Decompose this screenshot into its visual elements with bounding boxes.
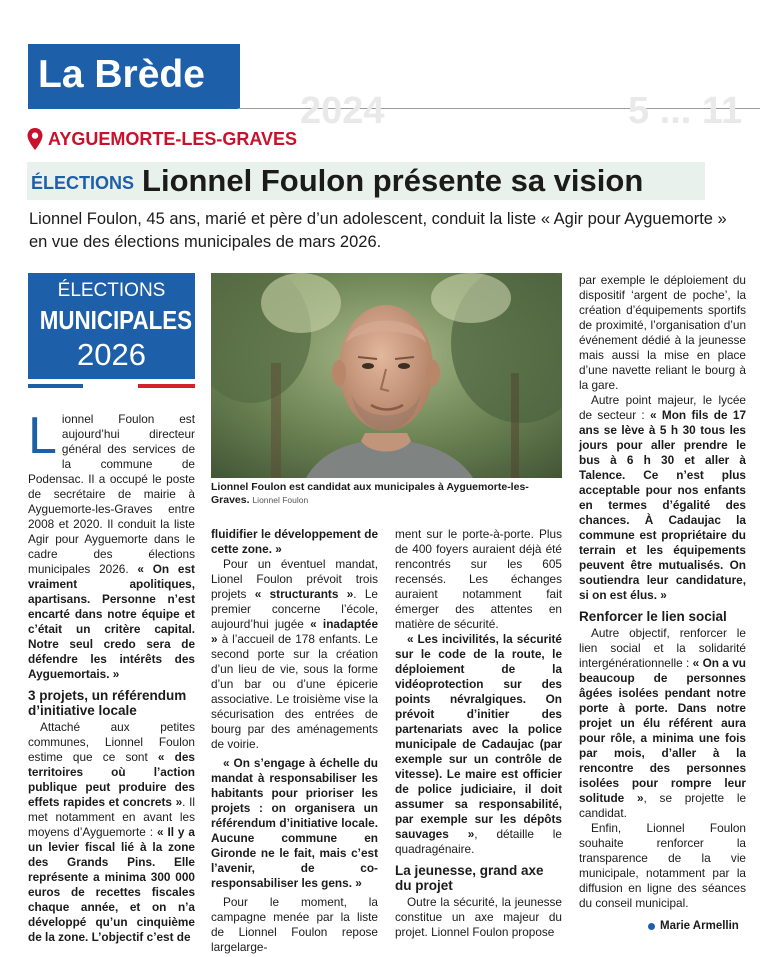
background-ghost-text: 2024 bbox=[300, 90, 385, 132]
author-signature bbox=[648, 920, 739, 932]
article-paragraph: Outre la sécurité, la jeunesse constitue un axe majeur du projet. Lionnel Foulon propose bbox=[395, 895, 562, 939]
quote: « structurants » bbox=[254, 587, 354, 601]
quote: fluidifier le développement de cette zone. » bbox=[211, 527, 378, 556]
article-paragraph: Enfin, Lionnel Foulon souhaite renforcer la transparence de la vie municipale, notamment par la diffusion en ligne des séances du conseil municipal. bbox=[579, 821, 746, 910]
article-paragraph bbox=[211, 756, 378, 891]
article-paragraph-continued: par exemple le déploiement du dispositif ‘argent de poche’, la création d’équipements sportifs de proximité, l’organisation d’un événement dédié à la jeunesse mais aussi la mise en place d’une navette reliant le bourg à la gare. bbox=[579, 273, 746, 392]
candidate-photo bbox=[211, 273, 562, 478]
quote: « Il y a un levier fiscal lié à la zone des Grands Pins. Elle représente a minima 300 000 euros de recettes fiscales chaque année, et on n’a développé qu’un cinquième de la zone. L’objectif c’est de bbox=[28, 825, 195, 944]
article-column-2 bbox=[211, 527, 378, 955]
tricolor-stripe bbox=[28, 384, 195, 388]
drop-cap: L bbox=[28, 407, 57, 465]
logo-line-elections: ÉLECTIONS bbox=[57, 280, 166, 301]
quote: « inadaptée » bbox=[211, 617, 378, 646]
quote: « des territoires où l’action publique peut produire des effets rapides et concrets » bbox=[28, 750, 195, 809]
quote: « On s’engage à échelle du mandat à responsabiliser les habitants pour prioriser les projets : on organisera un référendum d’initiative locale. Aucune commune en Gironde ne le fait, mais c’est l’avenir, de co-responsabiliser les gens. » bbox=[211, 756, 378, 890]
quote: « On a vu beaucoup de personnes âgées isolées pendant notre porte à porte. Dans notre projet un élu référent aura pour rôle, a minima une fois par mois, d’aller à la rencontre des personnes isolées pour rompre leur solitude » bbox=[579, 656, 746, 805]
logo-line-municipales: MUNICIPALES bbox=[39, 305, 193, 335]
map-pin-icon bbox=[26, 127, 44, 151]
subheading-jeunesse: La jeunesse, grand axe du projet bbox=[395, 863, 544, 893]
logo-line-year: 2026 bbox=[77, 337, 146, 372]
portrait-image bbox=[211, 273, 562, 478]
article-paragraph: Autre objectif, renforcer le lien social et la solidarité intergénérationnelle : « On a vu beaucoup de personnes âgées isolées pendant notre porte à porte. Dans notre projet un élu référent aura pour rôle, a minima une fois par mois, d’aller à la rencontre des personnes isolées pour rompre leur solitude », se projette le candidat. bbox=[579, 626, 747, 820]
quote: « Les incivilités, la sécurité sur le code de la route, le déploiement de la vidéoprotection sur des points névralgiques. On prévoit d’initier des partenariats avec la police municipale de Cadaujac (par exemple sur un contrôle de vitesse). Le maire est officier de police judiciaire, il doit assumer sa responsabilité, par exemple sur les dépôts sauvages » bbox=[395, 632, 562, 841]
article-paragraph: « Les incivilités, la sécurité sur le code de la route, le déploiement de la vidéoprotection sur des points névralgiques. On prévoit d’initier des partenariats avec la police municipale de Cadaujac (par exemple sur un contrôle de vitesse). Le maire est officier de police judiciaire, il doit assumer sa responsabilité, par exemple sur les dépôts sauvages », détaille le quadragénaire. bbox=[395, 632, 562, 856]
article-column-1 bbox=[28, 407, 195, 945]
article-paragraph: Pour un éventuel mandat, Lionel Foulon prévoit trois projets « structurants ». Le premier concerne l’école, aujourd’hui jugée « inadaptée » à l’accueil de 178 enfants. Le second porte sur la création d’un lieu de vie, sous la forme d’un bar ou d’une épicerie associative. Le troisième vise la sécurisation des entrées de bourg par des aménagements de voirie. bbox=[211, 557, 378, 751]
lead-paragraph: Lionnel Foulon, 45 ans, marié et père d’un adolescent, conduit la liste « Agir pour Ayguemorte » en vue des élections municipales de mars 2026. bbox=[29, 210, 727, 251]
location-line bbox=[26, 126, 297, 152]
background-ghost-text: 5 ... 11 bbox=[628, 90, 743, 132]
article-paragraph-continued bbox=[211, 527, 378, 557]
article-column-3 bbox=[395, 527, 562, 940]
subheading-lien-social: Renforcer le lien social bbox=[579, 609, 727, 624]
subheading-projets: 3 projets, un référendum d’initiative locale bbox=[28, 688, 187, 718]
photo-caption bbox=[211, 481, 562, 507]
headline-rubric: ÉLECTIONS bbox=[31, 173, 135, 193]
article-paragraph: Attaché aux petites communes, Lionnel Foulon estime que ce sont « des territoires où l’action publique peut produire des effets rapides et concrets ». Il met notamment en avant les moyens d’Ayguemorte : « Il y a un levier fiscal lié à la zone des Grands Pins. Elle représente a minima 300 000 euros de recettes fiscales chaque année, et on n’a développé qu’un cinquième de la zone. L’objectif c’est de bbox=[28, 720, 195, 944]
edition-banner bbox=[28, 44, 240, 109]
bullet-dot-icon bbox=[648, 923, 655, 930]
caption-text: Lionnel Foulon est candidat aux municipales à Ayguemorte-les-Graves. bbox=[211, 481, 529, 506]
quote: « Mon fils de 17 ans se lève à 5 h 30 tous les jours pour aller prendre le bus à 6 h 30 et aller à Talence. Ce n’est plus acceptable pour nos enfants en termes d’égalité des chances. À Cadaujac la commune est propriétaire du terrain et les équipements peuvent être mutualisés. On soutiendra leur candidature, si on est élus. » bbox=[579, 408, 747, 602]
article-paragraph: Pour le moment, la campagne menée par la liste de Lionnel Foulon repose largelarge- bbox=[211, 895, 378, 954]
article-paragraph: Autre point majeur, le lycée de secteur : « Mon fils de 17 ans se lève à 5 h 30 tous les jours pour aller prendre le bus à 6 h 30 et aller à Talence. Ce n’est plus acceptable pour nos enfants en termes d’égalité des chances. À Cadaujac la commune est propriétaire du terrain et les équipements peuvent être mutualisés. On soutiendra leur candidature, si on est élus. » bbox=[579, 393, 747, 602]
article-paragraph: Lionnel Foulon est aujourd’hui directeur général des services de la commune de Podensac. Il a occupé le poste de secrétaire de mairie à Ayguemorte-les-Graves entre 2008 et 2020. Il conduit la liste Agir pour Ayguemorte dans le cadre des élections municipales 2026. « On est vraiment apolitiques, apartisans. Personne n’est encarté dans notre équipe et c’était un critère capital. Notre seul credo sera de défendre les intérêts des Ayguemortais. » bbox=[28, 407, 195, 681]
quote: « On est vraiment apolitiques, apartisans. Personne n’est encarté dans notre équipe et c’était un critère capital. Notre seul credo sera de défendre les intérêts des Ayguemortais. » bbox=[28, 562, 195, 681]
elections-logo bbox=[28, 273, 195, 379]
article-column-4 bbox=[579, 273, 746, 911]
headline-title: Lionnel Foulon présente sa vision bbox=[142, 163, 644, 198]
headline bbox=[27, 162, 705, 200]
author-name: Marie Armellin bbox=[660, 920, 739, 932]
article-paragraph-continued: ment sur le porte-à-porte. Plus de 400 foyers auraient déjà été rencontrés sur les 605 recensés. Les échanges auraient notamment fait émerger des attentes en matière de sécurité. bbox=[395, 527, 562, 631]
location-name: AYGUEMORTE-LES-GRAVES bbox=[48, 128, 298, 149]
photo-credit: Lionnel Foulon bbox=[252, 495, 309, 505]
edition-title: La Brède bbox=[38, 53, 205, 96]
